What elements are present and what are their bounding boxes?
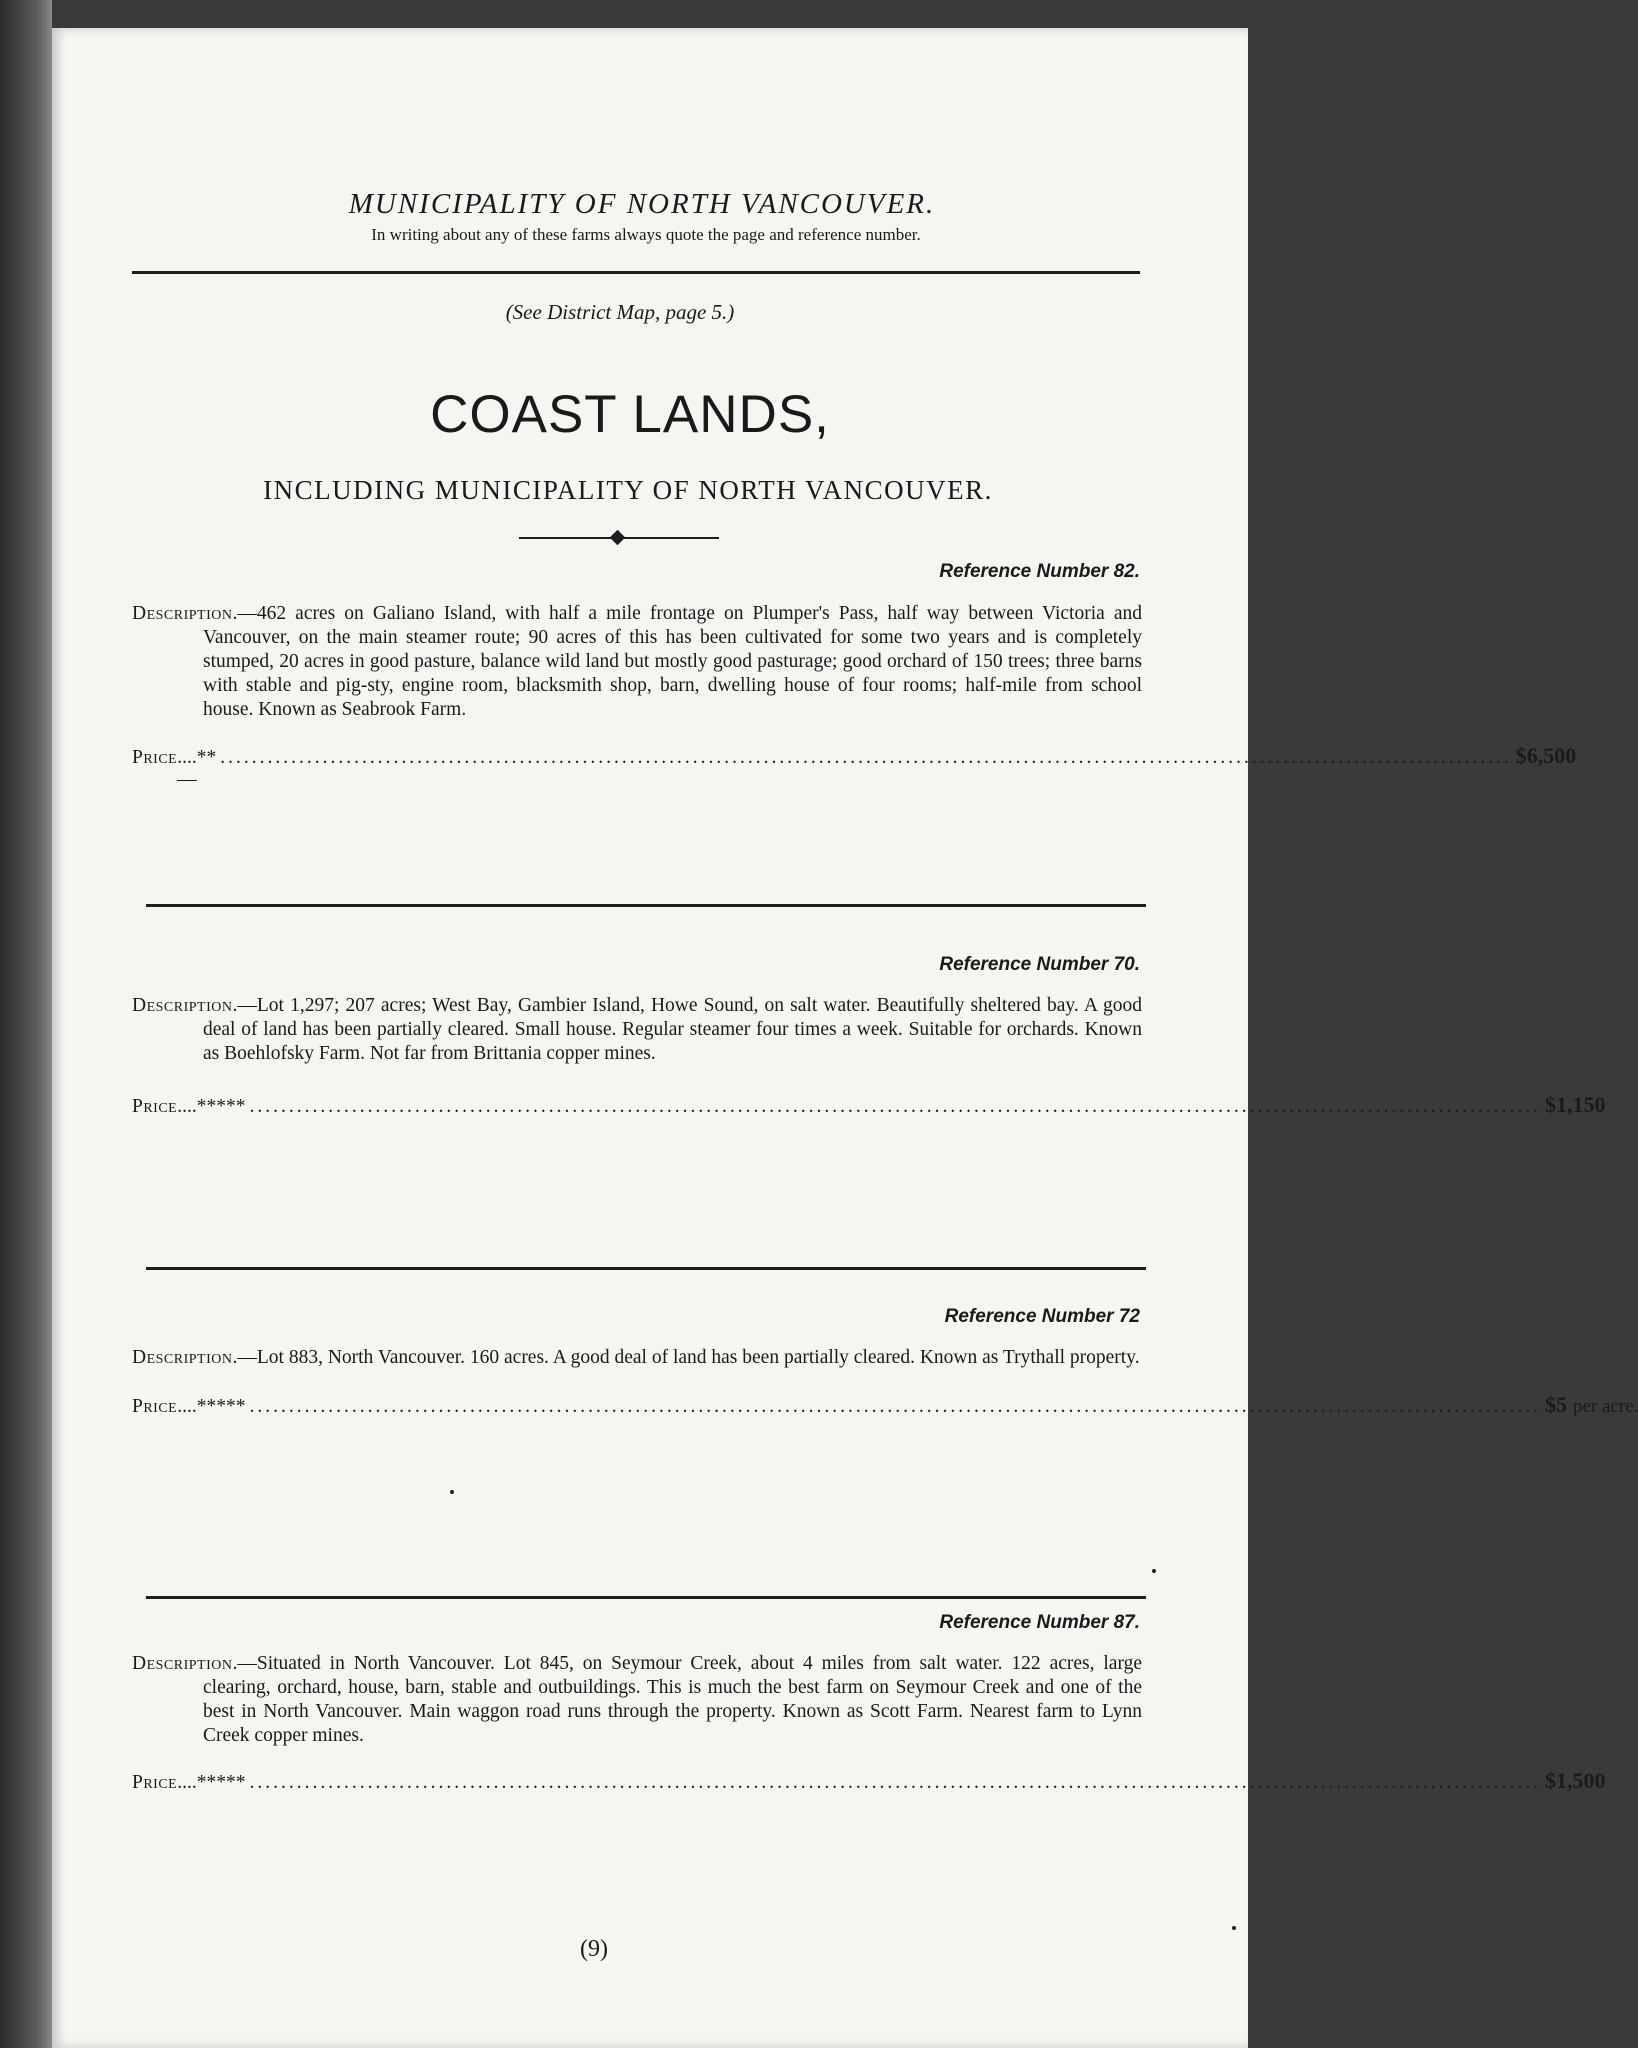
description-label: Description (132, 1653, 233, 1674)
dot-leader: .................................................................................................................................................................... (249, 1396, 1541, 1417)
listing-reference: Reference Number 82. (939, 561, 1140, 582)
page-subtitle: INCLUDING MUNICIPALITY OF NORTH VANCOUVER. (263, 475, 993, 505)
price-line (132, 743, 1577, 790)
price-amount: $5 (1545, 1392, 1567, 1417)
print-speck (450, 1490, 454, 1494)
price-marks: ....***** (177, 1096, 246, 1117)
description-text: .—Situated in North Vancouver. Lot 845, on Seymour Creek, about 4 miles from salt water. 122 acres, large clearing, orchard, house, barn, stable and outbuildings. This is much the best farm on Seymour Creek and one of the best in North Vancouver. Main waggon road runs through the property. Known as Scott Farm. Nearest farm to Lynn Creek copper mines. (203, 1653, 1142, 1746)
running-header-title: MUNICIPALITY OF NORTH VANCOUVER. (348, 188, 936, 220)
price-line (132, 1768, 1606, 1794)
section-rule (146, 1267, 1146, 1270)
price-label: Price (132, 1772, 178, 1793)
price-marks: ....***** (177, 1772, 246, 1793)
listing-description (132, 1652, 1142, 1748)
diamond-ornament-icon (610, 530, 626, 546)
description-label: Description (132, 995, 233, 1016)
dot-leader: .................................................................................................................................................................... (220, 747, 1512, 768)
price-line (132, 1392, 1638, 1418)
page-number: (9) (580, 1936, 608, 1962)
description-text: .—Lot 883, North Vancouver. 160 acres. A good deal of land has been partially cleared. Known as Trythall property. (232, 1347, 1140, 1368)
print-speck (1152, 1569, 1156, 1573)
price-label: Price (132, 747, 178, 768)
print-speck (1232, 1926, 1236, 1930)
listing-reference: Reference Number 70. (939, 954, 1140, 975)
description-label: Description (132, 1347, 233, 1368)
document-page (52, 28, 1638, 2048)
ornament-divider (519, 530, 719, 546)
price-label: Price (132, 1096, 178, 1117)
price-marks: ....***** (177, 1396, 246, 1417)
running-header-note: In writing about any of these farms always quote the page and reference number. (371, 225, 921, 244)
price-marks: ....**— (177, 747, 217, 790)
dot-leader: .................................................................................................................................................................... (249, 1096, 1541, 1117)
listing-reference: Reference Number 87. (939, 1612, 1140, 1633)
listing-description (132, 994, 1142, 1066)
price-line (132, 1092, 1606, 1118)
section-rule (146, 904, 1146, 907)
description-text: .—Lot 1,297; 207 acres; West Bay, Gambier Island, Howe Sound, on salt water. Beautifully sheltered bay. A good deal of land has been partially cleared. Small house. Regular steamer four times a week. Suitable for orchards. Known as Boehlofsky Farm. Not far from Brittania copper mines. (203, 995, 1142, 1064)
price-unit: per acre. (1573, 1396, 1638, 1417)
price-amount: $6,500 (1515, 743, 1577, 768)
description-label: Description (132, 603, 233, 624)
map-reference-note: (See District Map, page 5.) (505, 300, 735, 324)
header-rule (132, 271, 1140, 274)
dot-leader: .................................................................................................................................................................... (249, 1772, 1541, 1793)
listing-description (132, 1346, 1142, 1370)
section-rule (146, 1596, 1146, 1599)
price-label: Price (132, 1396, 178, 1417)
price-amount: $1,500 (1545, 1768, 1606, 1793)
price-amount: $1,150 (1545, 1092, 1606, 1117)
page-title: COAST LANDS, (430, 385, 830, 444)
listing-reference: Reference Number 72 (944, 1306, 1140, 1327)
description-text: .—462 acres on Galiano Island, with half a mile frontage on Plumper's Pass, half way between Victoria and Vancouver, on the main steamer route; 90 acres of this has been cultivated for some two years and is completely stumped, 20 acres in good pasture, balance wild land but mostly good pasturage; good orchard of 150 trees; three barns with stable and pig-sty, engine room, blacksmith shop, barn, dwelling house of four rooms; half-mile from school house. Known as Seabrook Farm. (203, 603, 1142, 720)
listing-description (132, 602, 1142, 722)
